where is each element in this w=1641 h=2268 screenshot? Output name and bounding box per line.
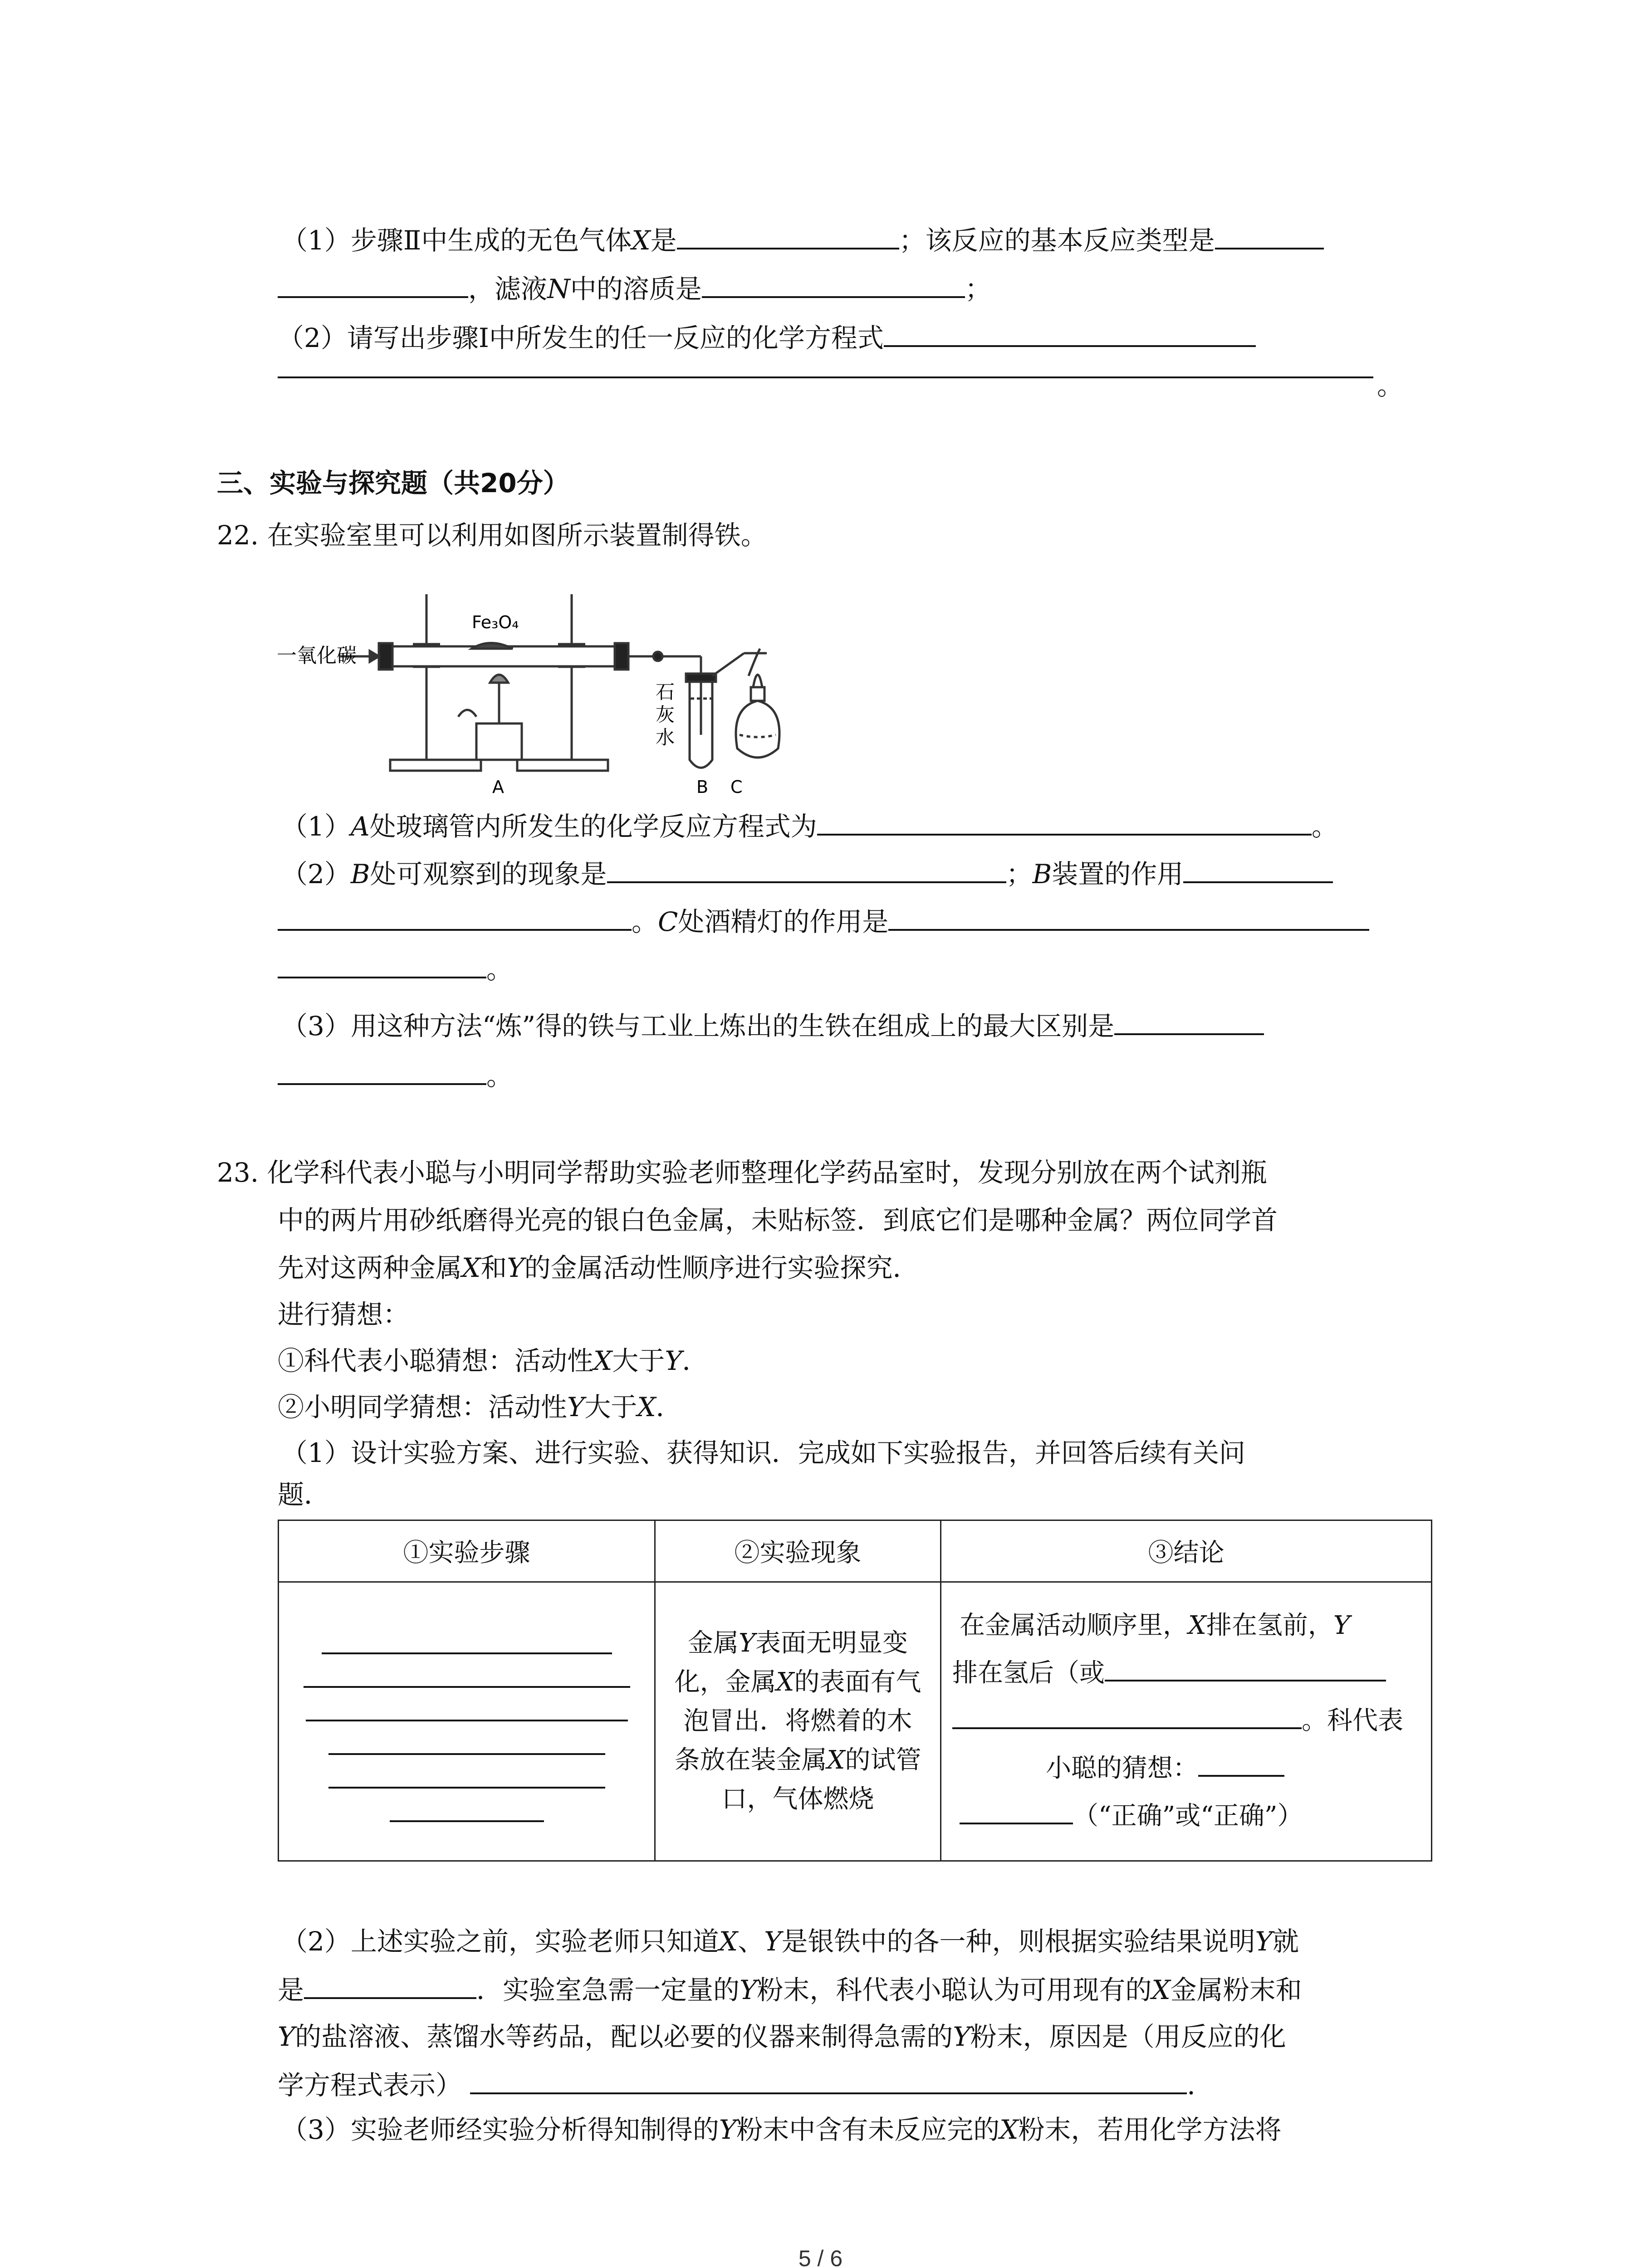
- q23-guess-1: ①科代表小聪猜想：活动性X大于Y．: [278, 1345, 709, 1376]
- q23-stem-line2: 中的两片用砂纸磨得光亮的银白色金属，未贴标签．到底它们是哪种金属？两位同学首: [278, 1205, 1278, 1236]
- q23-part2-line2: 是 ．实验室急需一定量的Y粉末，科代表小聪认为可用现有的X金属粉末和: [278, 1971, 1302, 2008]
- phenomena-cell: 金属Y表面无明显变化，金属X的表面有气泡冒出．将燃着的木条放在装金属X的试管口，气体燃烧: [655, 1582, 941, 1861]
- header-phenomena: ②实验现象: [655, 1520, 941, 1582]
- section-title: 三、实验与探究题（共20分）: [217, 468, 569, 499]
- answer-blank[interactable]: [278, 270, 468, 298]
- answer-blank[interactable]: [304, 1971, 476, 1999]
- header-conclusion: ③结论: [941, 1520, 1432, 1582]
- q21-part1-line2: ，滤液N中的溶质是 ；: [278, 270, 991, 307]
- answer-blank[interactable]: [1183, 855, 1333, 883]
- answer-blank[interactable]: [817, 807, 1312, 836]
- answer-blank[interactable]: [470, 2066, 1187, 2094]
- q22-stem: 22. 在实验室里可以利用如图所示装置制得铁。: [217, 520, 767, 551]
- q23-part2-line4: 学方程式表示） ．: [278, 2066, 1213, 2103]
- q23-part2-line3: Y的盐溶液、蒸馏水等药品，配以必要的仪器来制得急需的Y粉末，原因是（用反应的化: [278, 2021, 1286, 2052]
- answer-blank[interactable]: [702, 270, 965, 298]
- q21-end-mark: 。: [1377, 370, 1404, 401]
- answer-blank[interactable]: [677, 221, 899, 249]
- apparatus-figure: [277, 585, 821, 798]
- answer-blank[interactable]: [1105, 1653, 1386, 1681]
- q23-part3-line1: （3）实验老师经实验分析得知制得的Y粉末中含有未反应完的X粉末，若用化学方法将: [281, 2114, 1282, 2145]
- answer-blank[interactable]: [960, 1796, 1073, 1824]
- answer-line[interactable]: [278, 376, 1373, 378]
- answer-blank[interactable]: [607, 855, 1006, 883]
- label-fe3o4: Fe₃O₄: [472, 612, 519, 632]
- q23-part1-line1: （1）设计实验方案、进行实验、获得知识．完成如下实验报告，并回答后续有关问: [281, 1437, 1245, 1468]
- q22-number: 22.: [217, 520, 259, 551]
- q23-stem-line3: 先对这两种金属X和Y的金属活动性顺序进行实验探究．: [278, 1252, 919, 1283]
- q23-part1-line2: 题．: [278, 1479, 331, 1510]
- experiment-report-table: [278, 1520, 1432, 1862]
- answer-blank[interactable]: [1215, 221, 1324, 249]
- answer-blank[interactable]: [278, 1057, 486, 1085]
- page-number: 5 / 6: [798, 2246, 843, 2268]
- table-row: [279, 1582, 1432, 1861]
- answer-blank[interactable]: [278, 903, 632, 931]
- label-b: B: [696, 777, 709, 797]
- label-shi: 石: [656, 681, 675, 703]
- q23-guess-2: ②小明同学猜想：活动性Y大于X．: [278, 1392, 682, 1422]
- q22-part2-line2: 。C处酒精灯的作用是: [278, 903, 1369, 940]
- label-co: 一氧化碳: [277, 644, 357, 667]
- answer-blank[interactable]: [1198, 1749, 1284, 1777]
- answer-blank[interactable]: [888, 903, 1369, 931]
- answer-blank[interactable]: [952, 1701, 1302, 1729]
- answer-blank[interactable]: [278, 950, 486, 978]
- q21-part1-line1: （1）步骤Ⅱ中生成的无色气体X是 ；该反应的基本反应类型是: [281, 221, 1324, 259]
- q23-stem-line1: 23. 化学科代表小聪与小明同学帮助实验老师整理化学药品室时，发现分别放在两个试剂瓶: [217, 1157, 1267, 1188]
- label-hui: 灰: [656, 704, 675, 726]
- q22-part2-line1: （2）B处可观察到的现象是 ；B装置的作用: [281, 855, 1333, 892]
- conclusion-cell: 在金属活动顺序里，X排在氢前，Y 排在氢后（或 。科代表 小聪的猜想： （“正确”或“正确”）: [941, 1582, 1432, 1861]
- label-shui: 水: [656, 726, 675, 748]
- label-a: A: [492, 777, 504, 797]
- q23-part2-line1: （2）上述实验之前，实验老师只知道X、Y是银铁中的各一种，则根据实验结果说明Y就: [281, 1926, 1299, 1957]
- answer-blank[interactable]: [884, 319, 1256, 347]
- q22-part3-line2: 。: [278, 1057, 513, 1094]
- q22-part3-line1: （3）用这种方法“炼”得的铁与工业上炼出的生铁在组成上的最大区别是: [281, 1007, 1264, 1044]
- q23-number: 23.: [217, 1157, 259, 1188]
- steps-answer-cell[interactable]: [279, 1582, 655, 1861]
- q21-part2-line1: （2）请写出步骤Ⅰ中所发生的任一反应的化学方程式: [278, 319, 1256, 356]
- table-header-row: [279, 1520, 1432, 1582]
- q22-part1: （1）A处玻璃管内所发生的化学反应方程式为 。: [281, 807, 1338, 845]
- header-steps: ①实验步骤: [279, 1520, 655, 1582]
- q23-guess-heading: 进行猜想：: [278, 1299, 410, 1330]
- q22-part2-line3: 。: [278, 950, 513, 987]
- label-c: C: [730, 777, 743, 797]
- answer-blank[interactable]: [1114, 1007, 1264, 1035]
